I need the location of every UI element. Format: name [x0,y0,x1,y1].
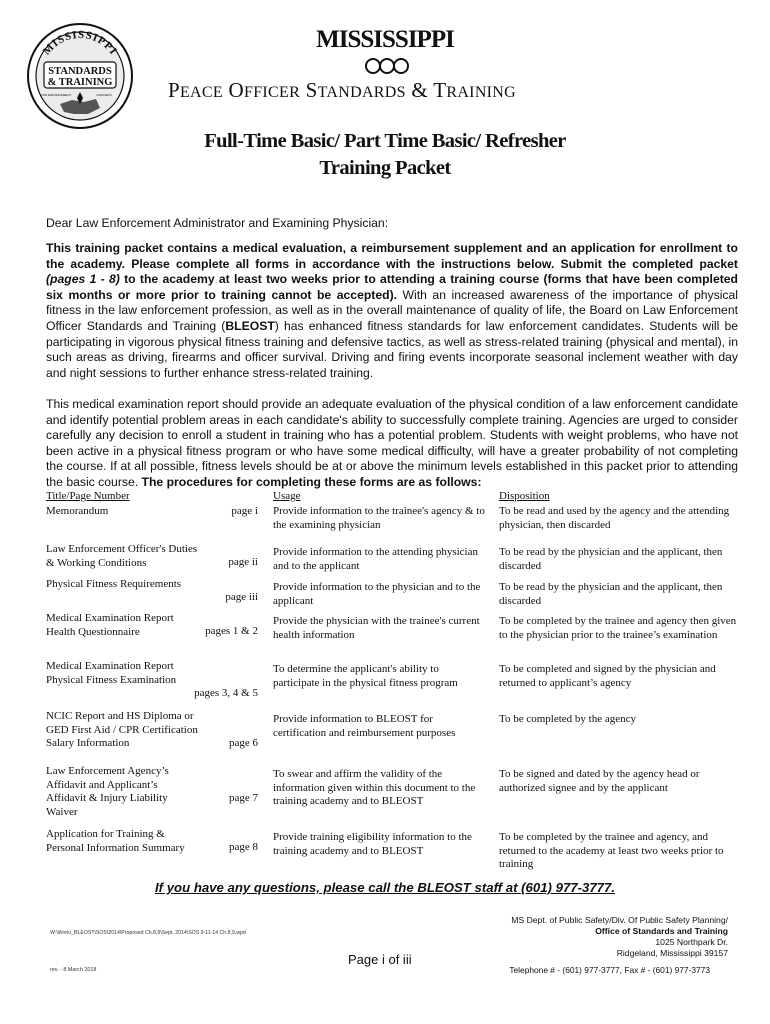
row-usage: To determine the applicant's ability to participate in the physical fitness program [273,663,458,689]
row-title: Law Enforcement Agency’s Affidavit and Applicant’s Affidavit & Injury Liability Waiver [46,765,169,818]
standards-training-seal [26,22,134,130]
row-disposition: To be completed by the trainee and agency, and returned to the academy at least two weeks prior to training [499,831,724,870]
row-usage: Provide information to the attending physician and to the applicant [273,546,478,572]
table-row-title [46,612,258,639]
medical-paragraph: This medical examination report should provide an adequate evaluation of the physical condition of a law enforcement candidate and identify potential problem areas in each candidate's ability to successfully complete training. Agencies are urged to consider carefully any decision to enroll a student in training who has a potential problem. Students with weight problems, who have not been active in a physical fitness program or who have some medical difficulty, will have a greater probability of not completing the course. If at all possible, fitness levels should be at or above the minimum levels established in this packet prior to attending the basic course. The procedures for completing these forms are as follows: [46,397,738,489]
header-usage: Usage [273,490,301,502]
intro-paragraph: This training packet contains a medical evaluation, a reimbursement supplement and an application for enrollment to the academy. Please complete all forms in accordance with the instructions below. Submit the completed packet (pages 1 - 8) to the academy at least two weeks prior to attending a training course (forms that have been completed six months or more prior to training cannot be accepted). With an increased awareness of the importance of physical fitness in the law enforcement profession, as well as in the overall maintenance of quality of life, the Board on Law Enforcement Officer Standards and Training (BLEOST) has enhanced fitness standards for law enforcement candidates. Students will be participating in vigorous physical fitness training and defensive tactics, as well as stress-related training (physical and mental), in such areas as driving, firearms and officer survival. Driving and firing events incorporate seasonal inclement weather with day and night sessions to further enhance stress-related training. [46,241,738,380]
row-disposition: To be read and used by the agency and the attending physician, then discarded [499,505,730,531]
row-page: page 7 [228,792,258,804]
row-usage: Provide information to the physician and to the applicant [273,581,481,607]
row-page: pages 3, 4 & 5 [194,687,258,699]
row-usage: Provide the physician with the trainee's current health information [273,615,480,641]
row-page: page ii [228,556,258,568]
row-title: Law Enforcement Officer's Duties & Working Conditions [46,543,198,569]
seal-line2: & TRAINING [47,77,113,88]
state-title-flourish [345,56,425,78]
row-title: Physical Fitness Requirements [46,578,182,590]
file-path: W:\Work\_BLEOST\SOS\2014\Proposed Ch.8,9\Sept. 2014\SOS 9-11-14 Ch.8,9.wpd [50,930,246,936]
revision-date: rev. - 8 March 2018 [50,967,97,973]
row-page: page i [231,505,258,517]
row-page: page iii [225,591,258,603]
row-page: page 8 [228,841,258,853]
row-usage: Provide information to BLEOST for certification and reimbursement purposes [273,713,456,739]
row-page: page 6 [228,737,258,749]
table-row-title [46,710,258,751]
seal-line1: STANDARDS [48,66,112,77]
table-row-title [46,828,258,855]
salutation: Dear Law Enforcement Administrator and Examining Physician: [46,216,389,230]
organization-title: PEACE OFFICER STANDARDS & TRAINING [168,78,517,102]
table-row-title [46,765,258,819]
row-disposition: To be signed and dated by the agency head or authorized signee and by the applicant [499,768,700,794]
row-usage: Provide training eligibility information to the training academy and to BLEOST [273,831,472,857]
table-row-title [46,578,258,603]
packet-title-line2: Training Packet [319,157,451,179]
row-title: Medical Examination Report Health Questionnaire [46,612,174,638]
seal-top-text: MISSISSIPPI [40,28,120,58]
header-title-page: Title/Page Number [46,490,130,502]
row-disposition: To be completed by the trainee and agency then given to the physician prior to the trainee’s examination [499,615,737,641]
row-title: Application for Training & Personal Information Summary [46,828,185,854]
table-row-title [46,543,258,570]
questions-line: If you have any questions, please call the BLEOST staff at (601) 977-3777. [154,880,616,895]
packet-title [140,128,630,182]
page-number: Page i of iii [348,952,412,967]
row-disposition: To be completed by the agency [499,713,636,725]
header-disposition: Disposition [499,490,550,502]
table-row-title [46,505,258,519]
table-row-title [46,660,258,699]
row-usage: Provide information to the trainee's agency & to the examining physician [273,505,485,531]
phone-fax: Telephone # - (601) 977-3777, Fax # - (601) 977-3773 [509,965,710,975]
state-title: MISSISSIPPI [316,26,454,53]
row-title: NCIC Report and HS Diploma or GED First Aid / CPR Certification Salary Information [46,710,198,749]
row-title: Medical Examination Report Physical Fitness Examination [46,660,177,686]
row-disposition: To be read by the physician and the applicant, then discarded [499,546,723,572]
seal-right-small: OFFICERS [96,93,112,97]
packet-title-line1: Full-Time Basic/ Part Time Basic/ Refresher [204,130,566,152]
row-disposition: To be read by the physician and the applicant, then discarded [499,581,723,607]
seal-left-small: LAW ENFORCEMENT [40,93,72,97]
row-title: Memorandum [46,505,109,517]
row-usage: To swear and affirm the validity of the information given within this document to the training academy and to BLEOST [273,768,476,807]
row-page: pages 1 & 2 [205,625,258,637]
row-disposition: To be completed and signed by the physician and returned to applicant’s agency [499,663,716,689]
office-address: MS Dept. of Public Safety/Div. Of Public Safety Planning/ Office of Standards and Training 1025 Northpark Dr. Ridgeland, Mississippi 39157 [511,915,728,958]
